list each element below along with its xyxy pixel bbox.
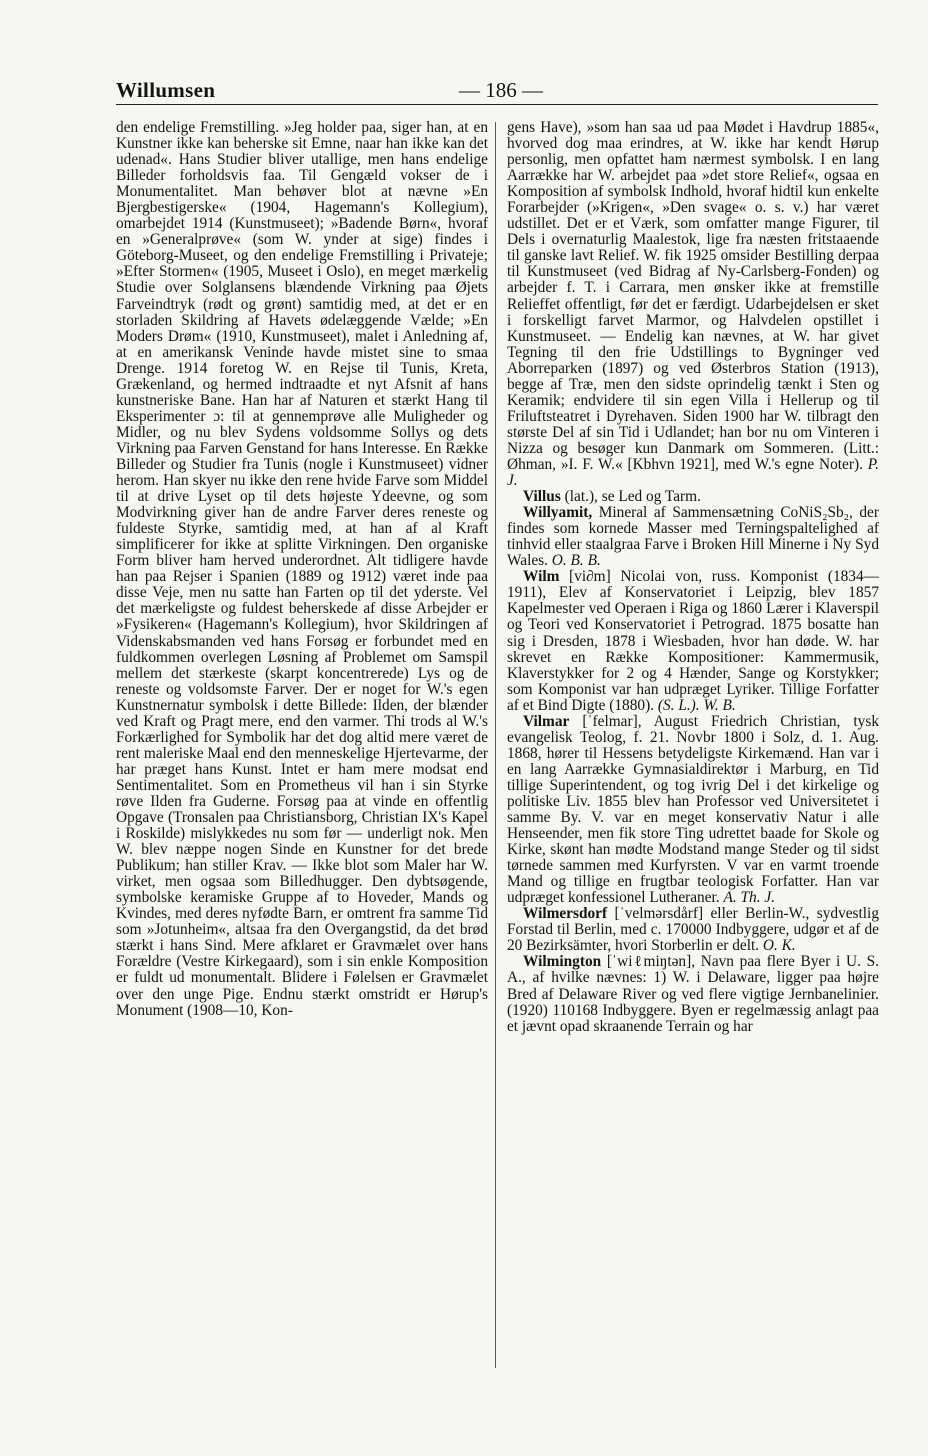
running-head: Willumsen	[116, 78, 216, 102]
entry-body: Mineral af Sammensætning CoNiS₂Sb₂, der findes som kornede Masser med Terningspaltelighed af tinhvid eller staalgraa Farve i Broken Hill Minerne i Ny Syd Wales.	[507, 504, 879, 570]
entry-signature: O. B. B.	[551, 552, 601, 570]
entry-wilm	[507, 569, 879, 713]
entry-headword: Wilm	[523, 568, 560, 586]
header-rule	[116, 104, 878, 105]
entry-wilmington	[507, 954, 879, 1034]
entry-headword: Wilmersdorf	[523, 905, 608, 923]
page-header	[116, 74, 878, 104]
entry-body: [ˈfelmar], August Friedrich Christian, tysk evangelisk Teolog, f. 21. Novbr 1800 i Solz, d. 1. Aug. 1868, hører til Hessens betydeligste Kirkemænd. Han var i en lang Aarrække Gymnasialdirektør i Marburg, en Tid tillige Superintendent, og tog ivrig Del i det kirkelige og politiske Liv. 1855 blev han Professor ved Universitetet i samme By. V. var en meget konservativ Natur i alle Henseender, men fik store Ting udrettet baade for Skole og Kirke, skønt han mødte Modstand mange Steder og til sidst tørnede sammen med Kurfyrsten. V var en varmt troende Mand og tillige en frugtbar teologisk Forfatter. Han var udpræget konfessionel Lutheraner.	[507, 712, 879, 907]
entry-wilmersdorf	[507, 906, 879, 954]
entry-headword: Vilmar	[523, 712, 570, 730]
willumsen-entry-text: den endelige Fremstilling. »Jeg holder paa, siger han, at en Kunstner ikke kan beherske sit Emne, naar han ikke kan det udenad«. Hans Studier bliver utallige, men hans endelige Billeder forholdsvis faa. Til Gengæld vokser de i Monumentalitet. Man behøver blot at nævne »En Bjergbestigerske« (1904, Hagemann's Kollegium), omarbejdet 1914 (Kunstmuseet); »Badende Børn«, hvoraf en »Generalprøve« (som W. ynder at sige) findes i Göteborg-Museet, og den endelige Fremstilling i Privateje; »Efter Stormen« (1905, Museet i Oslo), en meget mærkelig Studie over Solglansens blændende Virkning paa Øjets Farveindtryk (rødt og grønt) samtidig med, at det er en storladen Skildring af Havets ødelæggende Vælde; »En Moders Drøm« (1910, Kunstmuseet), malet i Anledning af, at en amerikansk Veninde havde mistet sine to smaa Drenge. 1914 foretog W. en Rejse til Tunis, Kreta, Grækenland, og hermed indtraadte et nyt Afsnit af hans kunstneriske Bane. Han har af Naturen et stærkt Hang til Eksperimenter ɔ: til at gennemprøve alle Muligheder og Midler, og nu blev Sydens voldsomme Sollys og dets Virkning paa Farven Genstand for hans Interesse. En Række Billeder og Studier fra Tunis (nogle i Kunstmuseet) vidner herom. Han skyer nu ikke den rene hvide Farve som Middel til at drive Lyset op til dets højeste Ydeevne, og som Modvirkning giver han de andre Farver deres reneste og fuldeste Styrke, samtidig med, at han af al Kraft simplificerer for ikke at splitte Virkningen. Den organiske Form bliver ham herved underordnet. Alt tidligere havde han paa Rejser i Spanien (1889 og 1912) været inde paa disse Veje, men nu satte han Farten op til det yderste. Vel det mærkeligste og fuldest beherskede af disse Arbejder er »Fysikeren« (Hagemann's Kollegium), hvor Skildringen af Videnskabsmanden ved hans Forsøg er forbundet med en fuldkommen overlegen Løsning af Problemet om Samspil mellem det stærkeste (skarpt koncentrerede) Lys og de reneste og voldsomste Farver. Der er noget for W.'s egen Kunstnernatur symbolsk i dette Billede: Ilden, der blænder ved Kraft og Pragt mere, end den varmer. Thi trods al W.'s Forkærlighed for Symbolik har det dog altid mere været de rent maleriske Maal end den menneskelige Hjertevarme, der har præget hans Kunst. Intet er ham mere modsat end Sentimentalitet. Som en Prometheus vil han i sin Styrke røve Ilden fra Guderne. Forsøg paa at vinde en offentlig Opgave (Tronsalen paa Christiansborg, Christian IX's Kapel i Roskilde) mislykkedes nu som før — underligt nok. Men W. blev næppe nogen Sinde en Kunstner for det brede Publikum; han stiller Krav. — Ikke blot som Maler har W. virket, men ogsaa som Billedhugger. Den dybtsøgende, symbolske keramiske Gruppe af to Hoveder, Mands og Kvindes, med deres nyfødte Barn, er omtrent fra samme Tid som »Jotunheim«, altsaa fra den Overgangstid, da det brød stærkt i hans Sind. Mere afklaret er Gravmælet over hans Forældre (Vestre Kirkegaard), som i sin enkle Komposition er fuldt ud monumentalt. Blidere i Følelsen er Gravmælet over den unge Pige. Endnu stærkt omstridt er Hørup's Monument (1908—10, Kon-	[116, 119, 488, 1019]
page-number: — 186 —	[459, 78, 543, 102]
left-column	[116, 120, 488, 1019]
entry-signature: O. K.	[762, 937, 796, 955]
entry-villus	[507, 489, 879, 505]
willumsen-entry-continuation	[507, 120, 879, 489]
entry-body: (lat.), se Led og Tarm.	[564, 488, 701, 506]
entry-headword: Villus	[523, 488, 561, 506]
entry-headword: Wilmington	[523, 953, 602, 971]
entry-headword: Willyamit,	[523, 504, 593, 522]
entry-body: [vi∂m] Nicolai von, russ. Komponist (1834—1911), Elev af Konservatoriet i Leipzig, blev 1857 Kapelmester ved Operaen i Riga og 1860 Lærer i Klaverspil og Teori ved Konservatoriet i Petrograd. 1875 bosatte han sig i Dresden, 1878 i Wiesbaden, hvor han døde. W. har skrevet en Række Kompositioner: Kammermusik, Klaverstykker for 2 og 4 Hænder, Sange og Korstykker; som Komponist var han udpræget Lyriker. Tillige Forfatter af et Bind Digte (1880).	[507, 568, 879, 714]
entry-body: [ˈvelmərsdårf] eller Berlin-W., sydvestlig Forstad til Berlin, med c. 170000 Indbyggere, udgør et af de 20 Bezirksämter, hvori Storberlin er delt.	[507, 905, 879, 955]
column-divider	[495, 122, 496, 1368]
entry-vilmar	[507, 714, 879, 907]
entry-body: [ˈwiℓmiŋtən], Navn paa flere Byer i U. S. A., af hvilke nævnes: 1) W. i Delaware, ligger paa højre Bred af Delaware River og ved flere vigtige Jernbanelinier. (1920) 110168 Indbyggere. Byen er regelmæssig anlagt paa et jævnt opad skraanende Terrain og har	[507, 953, 879, 1035]
entry-willyamit	[507, 505, 879, 569]
entry-signature: A. Th. J.	[723, 889, 776, 907]
right-column	[507, 120, 879, 1035]
entry-signature: P. J.	[507, 455, 879, 490]
continuation-text: gens Have), »som han saa ud paa Mødet i Havdrup 1885«, hvorved dog maa erindres, at W. ikke har kendt Hørup personlig, men opfattet ham nærmest symbolsk. I en lang Aarrække har W. arbejdet paa »det store Relief«, ogsaa en Komposition af symbolsk Indhold, hvoraf hidtil kun enkelte Forarbejder (»Krigen«, »Den svage« o. s. v.) har været udstillet. Det er et Værk, som omfatter mange Figurer, til Dels i overnaturlig Maalestok, lige fra næsten fritstaaende til ganske lavt Relief. W. fik 1925 omsider Bestilling derpaa til Kunstmuseet (ved Bidrag af Ny-Carlsberg-Fonden) og arbejder f. T. i Carrara, men ønsker ikke at fremstille Relieffet offentligt, før det er færdigt. Udarbejdelsen er sket i forskelligt farvet Marmor, og Halvdelen opstillet i Kunstmuseet. — Endelig kan nævnes, at W. har givet Tegning til den frie Udstillings to Bygninger ved Aborreparken (1897) og ved Østerbros Station (1913), begge af Træ, men den sidste oprindelig tænkt i Sten og Keramik; endvidere til sin egen Villa i Hellerup og til Friluftsteatret i Dyrehaven. Siden 1900 har W. tilbragt den største Del af sin Tid i Udlandet; han bor nu om Vinteren i Nizza og besøger kun Danmark om Sommeren. (Litt.: Øhman, »I. F. W.« [Kbhvn 1921], med W.'s egne Noter).	[507, 119, 879, 473]
entry-signature: (S. L.). W. B.	[657, 696, 736, 714]
